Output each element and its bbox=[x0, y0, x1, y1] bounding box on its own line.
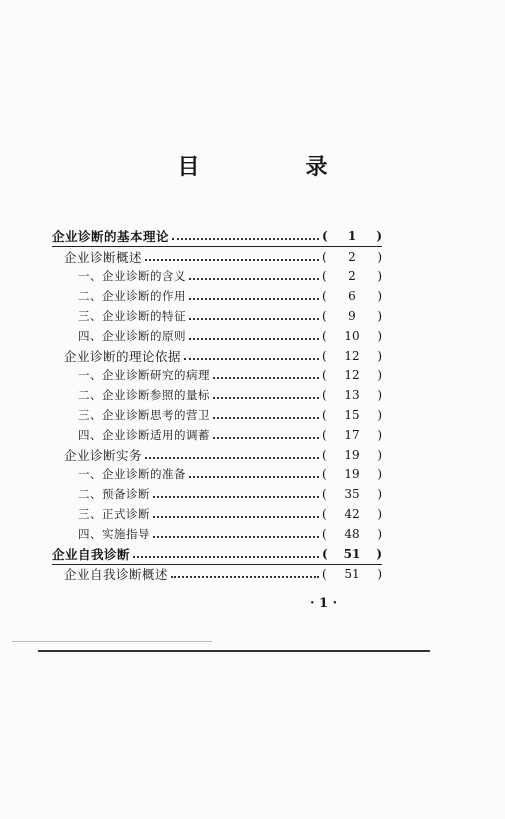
toc-entry[interactable] bbox=[52, 326, 382, 346]
dot-leader bbox=[133, 544, 319, 558]
page-number-value: 9 bbox=[348, 309, 356, 324]
close-paren: ) bbox=[377, 348, 382, 363]
toc-entry-title: 二、企业诊断的作用 bbox=[78, 289, 186, 304]
page-number-value: 51 bbox=[343, 546, 361, 561]
toc-entry[interactable] bbox=[52, 286, 382, 306]
toc-entry[interactable] bbox=[52, 445, 382, 465]
close-paren: ) bbox=[377, 408, 382, 423]
page-number-value: 35 bbox=[344, 487, 360, 502]
page-number-value: 15 bbox=[344, 408, 360, 423]
dot-leader bbox=[172, 226, 319, 240]
open-paren: ( bbox=[322, 487, 327, 502]
scan-artifact-line bbox=[12, 641, 212, 642]
close-paren: ) bbox=[377, 249, 382, 264]
dot-leader bbox=[213, 405, 319, 419]
dot-leader bbox=[153, 524, 319, 538]
toc-entry-title: 四、实施指导 bbox=[78, 526, 150, 541]
toc-entry-title: 四、企业诊断适用的调蓄 bbox=[78, 427, 210, 442]
page-number-value: 48 bbox=[344, 526, 360, 541]
open-paren: ( bbox=[322, 368, 327, 383]
toc-entry-page bbox=[322, 309, 382, 323]
page-number-value: 10 bbox=[344, 328, 360, 343]
dot-leader bbox=[145, 445, 319, 459]
dot-leader bbox=[145, 247, 319, 261]
dot-leader bbox=[213, 365, 319, 379]
toc-entry-page bbox=[322, 349, 382, 363]
page-number-value: 12 bbox=[344, 368, 360, 383]
toc-entry-title: 企业诊断的基本理论 bbox=[52, 228, 170, 244]
page-number-value: 42 bbox=[344, 507, 360, 522]
close-paren: ) bbox=[377, 309, 382, 324]
page-number-value: 17 bbox=[344, 427, 360, 442]
toc-entry-page bbox=[322, 507, 382, 521]
toc-entry[interactable] bbox=[52, 385, 382, 405]
close-paren: ) bbox=[377, 447, 382, 462]
toc-title: 目 录 bbox=[177, 154, 370, 180]
page-number: · 1 · bbox=[310, 596, 338, 611]
toc-entry[interactable] bbox=[52, 366, 382, 386]
open-paren: ( bbox=[322, 249, 327, 264]
open-paren: ( bbox=[322, 309, 327, 324]
close-paren: ) bbox=[377, 289, 382, 304]
dot-leader bbox=[213, 425, 319, 439]
toc-entry[interactable] bbox=[52, 504, 382, 524]
close-paren: ) bbox=[377, 368, 382, 383]
toc-entry-title: 一、企业诊断研究的病理 bbox=[78, 368, 210, 383]
page-number-value: 12 bbox=[344, 348, 360, 363]
toc-entry-page bbox=[322, 250, 382, 264]
open-paren: ( bbox=[322, 467, 327, 482]
toc-entry-page bbox=[322, 269, 382, 283]
dot-leader bbox=[189, 266, 319, 280]
page-number-value: 19 bbox=[344, 467, 360, 482]
close-paren: ) bbox=[377, 328, 382, 343]
dot-leader bbox=[189, 464, 319, 478]
toc-entry-page bbox=[322, 487, 382, 501]
toc-entry-page bbox=[322, 527, 382, 541]
page-number-value: 2 bbox=[348, 249, 356, 264]
toc-entry[interactable] bbox=[52, 524, 382, 544]
toc-entry[interactable] bbox=[52, 346, 382, 366]
close-paren: ) bbox=[377, 487, 382, 502]
toc-entry-page bbox=[322, 567, 382, 581]
close-paren: ) bbox=[377, 388, 382, 403]
toc-entry-title: 三、企业诊断思考的营卫 bbox=[78, 408, 210, 423]
toc-entry[interactable] bbox=[52, 226, 382, 247]
dot-leader bbox=[189, 286, 319, 300]
page-number-value: 13 bbox=[344, 388, 360, 403]
open-paren: ( bbox=[322, 526, 327, 541]
dot-leader bbox=[184, 346, 319, 360]
toc-entry-page bbox=[322, 467, 382, 481]
dot-leader bbox=[189, 326, 319, 340]
open-paren: ( bbox=[322, 447, 327, 462]
page-bottom-rule bbox=[38, 650, 430, 652]
toc-entry[interactable] bbox=[52, 267, 382, 287]
toc-entry-page bbox=[322, 368, 382, 382]
toc-entry-page bbox=[322, 547, 382, 561]
close-paren: ) bbox=[377, 427, 382, 442]
open-paren: ( bbox=[322, 328, 327, 343]
toc-entry-page bbox=[322, 329, 382, 343]
open-paren: ( bbox=[322, 408, 327, 423]
toc-entry-page bbox=[322, 428, 382, 442]
dot-leader bbox=[171, 564, 319, 578]
close-paren: ) bbox=[377, 567, 382, 582]
page-number-value: 19 bbox=[344, 447, 360, 462]
close-paren: ) bbox=[377, 269, 382, 284]
toc-entry[interactable] bbox=[52, 565, 382, 585]
close-paren: ) bbox=[377, 526, 382, 541]
page-number-value: 1 bbox=[347, 228, 357, 243]
dot-leader bbox=[153, 484, 319, 498]
toc-entry-page bbox=[322, 448, 382, 462]
toc-entry[interactable] bbox=[52, 465, 382, 485]
toc-entry-title: 企业自我诊断概述 bbox=[64, 567, 169, 583]
dot-leader bbox=[213, 385, 319, 399]
page-number-value: 6 bbox=[348, 289, 356, 304]
dot-leader bbox=[153, 504, 319, 518]
page-number-value: 51 bbox=[344, 567, 360, 582]
open-paren: ( bbox=[322, 289, 327, 304]
toc-entry-title: 企业诊断的理论依据 bbox=[64, 348, 182, 364]
toc-entry-title: 二、预备诊断 bbox=[78, 487, 150, 502]
close-paren: ) bbox=[376, 546, 382, 561]
table-of-contents bbox=[52, 226, 382, 584]
open-paren: ( bbox=[322, 228, 328, 243]
toc-entry-title: 四、企业诊断的原则 bbox=[78, 328, 186, 343]
open-paren: ( bbox=[322, 567, 327, 582]
toc-entry-title: 企业诊断概述 bbox=[64, 249, 143, 265]
close-paren: ) bbox=[376, 228, 382, 243]
toc-entry[interactable] bbox=[52, 544, 382, 565]
toc-entry-title: 企业自我诊断 bbox=[52, 546, 131, 562]
open-paren: ( bbox=[322, 269, 327, 284]
toc-entry-title: 一、企业诊断的准备 bbox=[78, 467, 186, 482]
toc-entry[interactable] bbox=[52, 484, 382, 504]
close-paren: ) bbox=[377, 467, 382, 482]
page-number-value: 2 bbox=[348, 269, 356, 284]
toc-entry-page bbox=[322, 408, 382, 422]
open-paren: ( bbox=[322, 546, 328, 561]
open-paren: ( bbox=[322, 507, 327, 522]
open-paren: ( bbox=[322, 348, 327, 363]
dot-leader bbox=[189, 306, 319, 320]
toc-entry[interactable] bbox=[52, 306, 382, 326]
toc-entry-title: 一、企业诊断的含义 bbox=[78, 269, 186, 284]
toc-entry[interactable] bbox=[52, 247, 382, 267]
toc-entry-title: 企业诊断实务 bbox=[64, 447, 143, 463]
toc-entry[interactable] bbox=[52, 405, 382, 425]
toc-entry-page bbox=[322, 388, 382, 402]
toc-entry-page bbox=[322, 229, 382, 243]
close-paren: ) bbox=[377, 507, 382, 522]
open-paren: ( bbox=[322, 427, 327, 442]
toc-entry[interactable] bbox=[52, 425, 382, 445]
toc-entry-title: 三、企业诊断的特征 bbox=[78, 309, 186, 324]
toc-entry-title: 二、企业诊断参照的量标 bbox=[78, 388, 210, 403]
toc-entry-title: 三、正式诊断 bbox=[78, 507, 150, 522]
toc-entry-page bbox=[322, 289, 382, 303]
open-paren: ( bbox=[322, 388, 327, 403]
